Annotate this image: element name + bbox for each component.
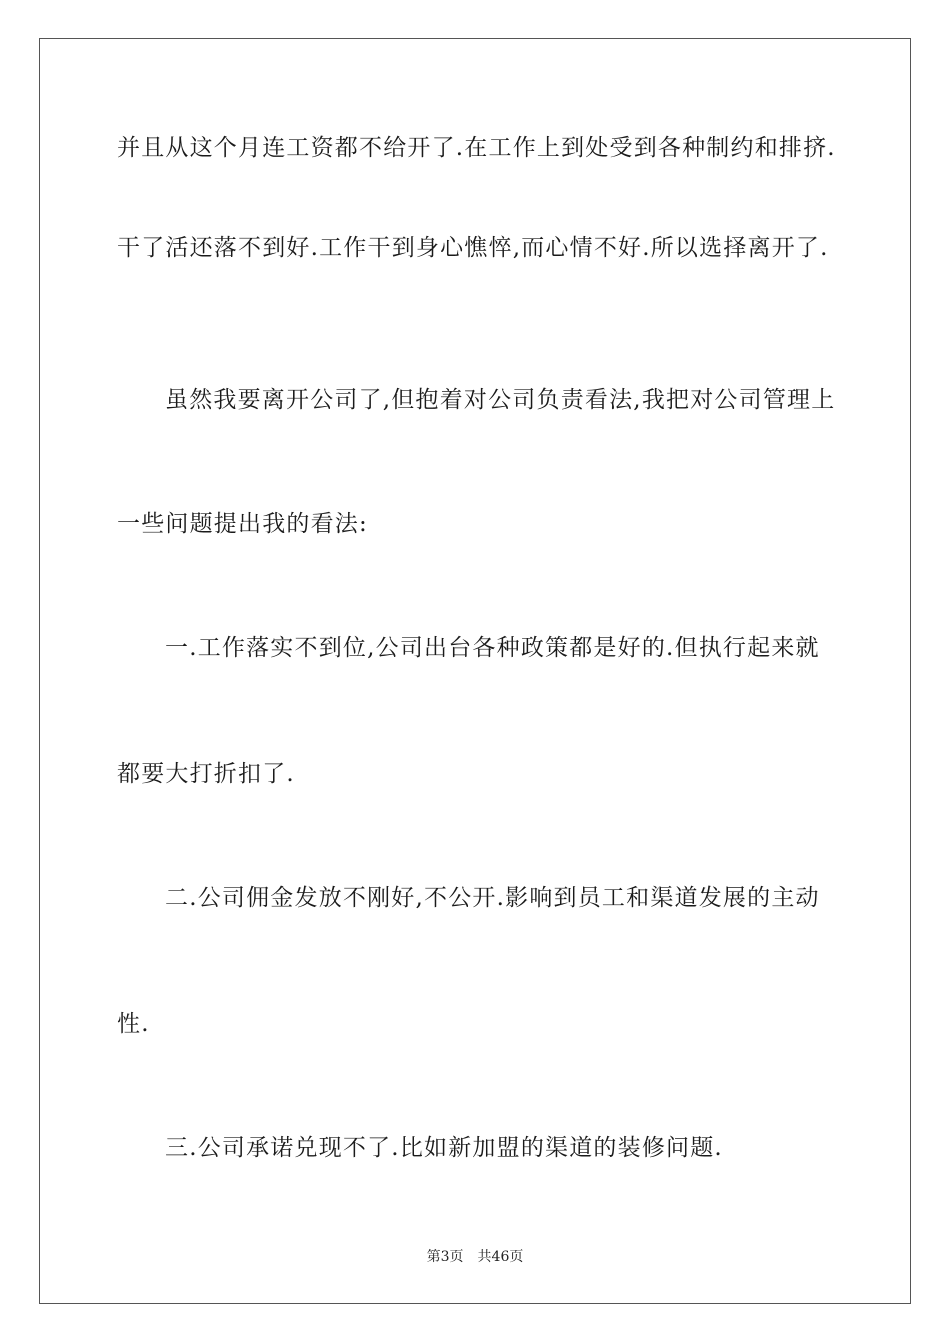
paragraph-line: 并且从这个月连工资都不给开了.在工作上到处受到各种制约和排挤.: [117, 135, 836, 161]
paragraph-line: 一些问题提出我的看法:: [117, 511, 368, 537]
page-number: 第3页: [426, 1249, 464, 1265]
page-footer: [0, 1246, 950, 1266]
paragraph-line: 虽然我要离开公司了,但抱着对公司负责看法,我把对公司管理上: [165, 387, 836, 413]
paragraph-line: 干了活还落不到好.工作干到身心憔悴,而心情不好.所以选择离开了.: [117, 235, 829, 261]
paragraph-line: 二.公司佣金发放不刚好,不公开.影响到员工和渠道发展的主动: [165, 885, 820, 911]
page-border: [39, 38, 911, 1304]
page-total: 共46页: [477, 1249, 524, 1265]
paragraph-line: 性.: [117, 1011, 150, 1037]
paragraph-line: 都要大打折扣了.: [117, 761, 295, 787]
paragraph-line: 一.工作落实不到位,公司出台各种政策都是好的.但执行起来就: [165, 635, 820, 661]
paragraph-line: 三.公司承诺兑现不了.比如新加盟的渠道的装修问题.: [165, 1135, 723, 1161]
